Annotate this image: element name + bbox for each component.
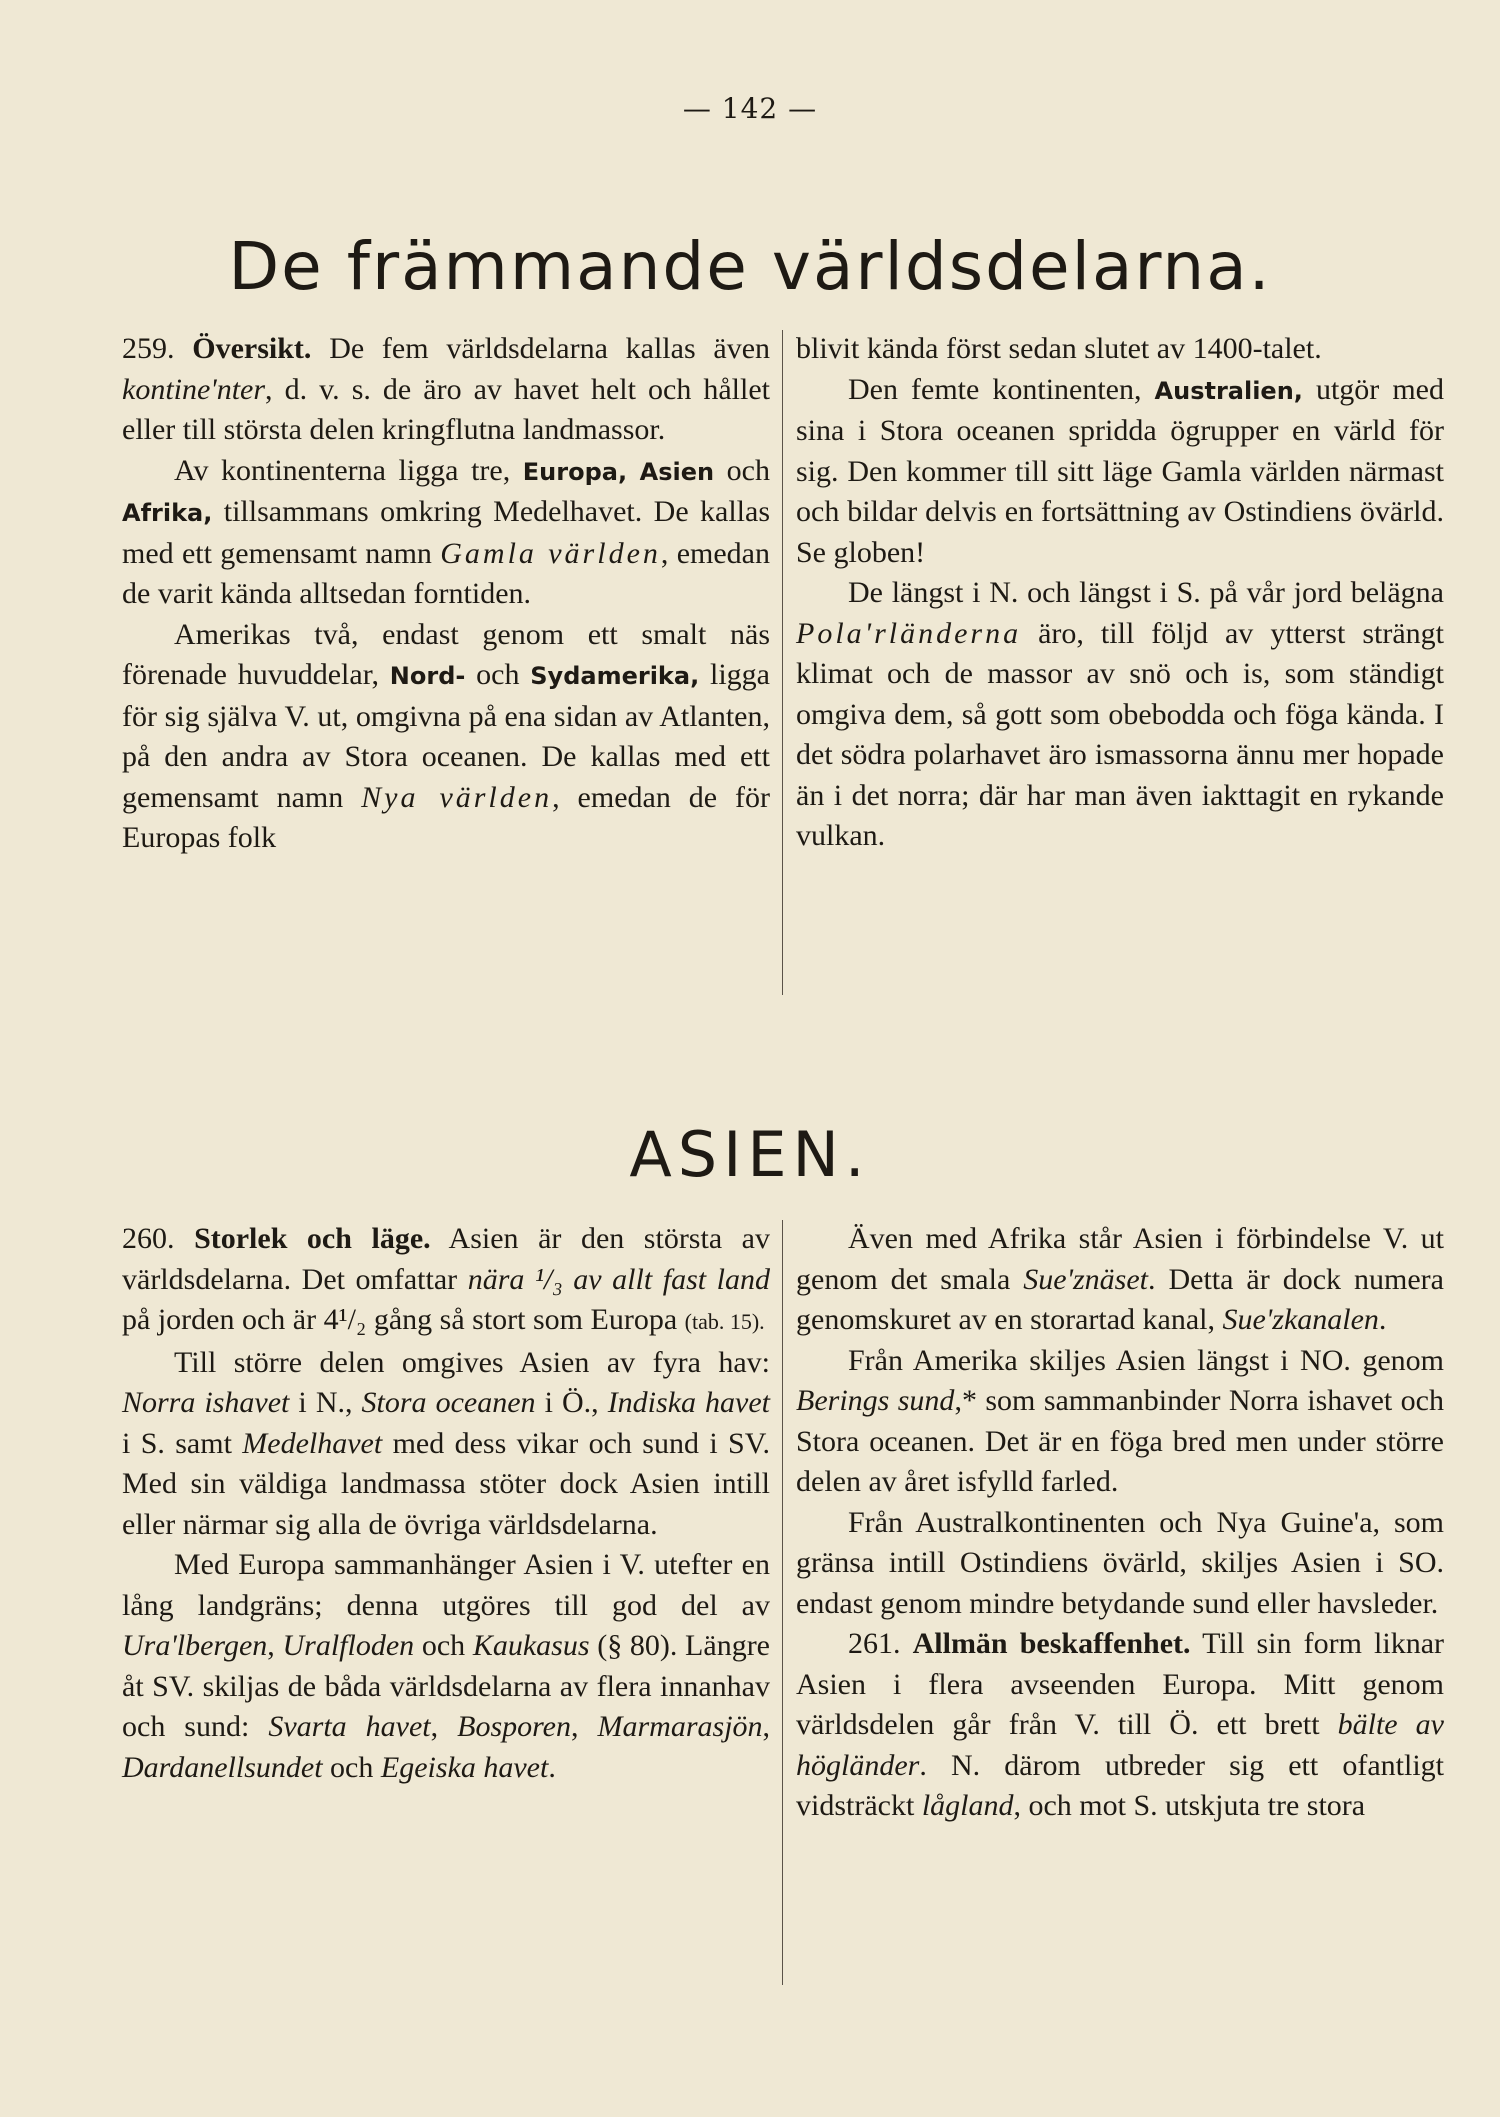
text-run: och <box>414 1629 473 1662</box>
term-nord: Nord- <box>389 662 466 690</box>
paragraph-260-4 <box>796 1219 1444 1341</box>
text-run: Asien är den största av världsdelarna. Det omfattar <box>122 1222 770 1296</box>
text-run: i Ö., <box>535 1386 608 1419</box>
term-polarlanderna: Pola'rländerna <box>796 616 1022 650</box>
text-run: äro, till följd av ytterst strängt klimat och de massor av snö och is, som ständigt omgiva dem, så gott som obebodda och föga kända. I det södra polarhavet äro ismassorna ännu mer hopade än i det norra; där har man även iakttagit en rykande vulkan. <box>796 616 1444 852</box>
text-run: , <box>571 1710 598 1743</box>
text-run: Till sin form liknar Asien i flera avseenden Europa. Mitt genom världsdelen går från V. till Ö. ett brett <box>796 1627 1445 1741</box>
text-run: tillsammans omkring Medelhavet. De kallas med ett gemensamt namn <box>122 495 770 570</box>
paragraph-260-3 <box>122 1545 770 1788</box>
text-run: på jorden och är 4¹/₂ gång så stort som Europa <box>122 1303 685 1336</box>
term-marmarasjon: Marmarasjön <box>597 1710 763 1743</box>
term-afrika: Afrika, <box>122 499 213 527</box>
section-number-259: 259. <box>122 332 175 365</box>
text-run: Även med Afrika står Asien i förbindelse V. ut genom det smala <box>796 1222 1444 1296</box>
section-heading-storlek: Storlek och läge. <box>194 1222 431 1255</box>
text-run: i N., <box>289 1386 362 1419</box>
text-run: Amerikas två, endast genom ett smalt näs förenade huvuddelar, <box>122 617 770 691</box>
column-right-top <box>796 329 1444 857</box>
term-kaukasus: Kaukasus <box>472 1629 590 1662</box>
term-sydamerika: Sydamerika, <box>530 662 700 690</box>
text-run: . N. därom utbreder sig ett ofantligt vidsträckt <box>796 1748 1444 1822</box>
column-right-bottom <box>796 1219 1444 1827</box>
table-reference: (tab. 15). <box>684 1309 765 1334</box>
text-run: , <box>267 1629 283 1662</box>
text-run: De fem världsdelarna kallas även <box>329 332 771 365</box>
text-run: . <box>1378 1303 1387 1336</box>
text-run: , <box>430 1710 458 1743</box>
term-kontinenter: kontine'nter <box>122 372 266 406</box>
term-lagland: lågland <box>921 1789 1014 1822</box>
text-run: , <box>762 1710 771 1743</box>
term-egeiska-havet: Egeiska havet <box>380 1750 549 1784</box>
term-uralfloden: Uralfloden <box>282 1629 415 1662</box>
section-title-asien: ASIEN. <box>629 1118 871 1191</box>
column-divider <box>782 330 783 995</box>
term-berings-sund: Berings sund <box>796 1384 955 1417</box>
text-run: Av kontinenterna ligga tre, <box>174 453 523 487</box>
text-run: i S. samt <box>122 1426 243 1460</box>
text-run: , emedan de för Europas folk <box>122 780 771 854</box>
paragraph-259-2 <box>122 451 770 615</box>
term-australien: Australien, <box>1154 376 1303 405</box>
term-asien: Asien <box>639 457 715 486</box>
section-heading-oversikt: Översikt. <box>192 332 312 365</box>
term-svarta-havet: Svarta havet <box>268 1710 431 1743</box>
column-left-top <box>122 329 770 859</box>
text-run: , och mot S. utskjuta tre stora <box>1013 1789 1366 1822</box>
term-stora-oceanen: Stora oceanen <box>361 1386 536 1419</box>
text-run: utgör med sina i Stora oceanen spridda ögrupper en värld för sig. Den kommer till sitt läge Gamla världen närmast och bildar delvis en fortsättning av Ostindiens övärld. Se globen! <box>796 372 1444 569</box>
paragraph-261-1 <box>796 1624 1444 1827</box>
text-run: med dess vikar och sund i SV. Med sin väldiga landmassa stöter dock Asien intill eller närmar sig alla de övriga världsdelarna. <box>122 1426 771 1541</box>
text-run: De längst i N. och längst i S. på vår jord belägna <box>848 576 1444 609</box>
term-balte-av-hoglander: bälte av högländer <box>796 1708 1444 1782</box>
term-suezkanalen: Sue'zkanalen <box>1222 1303 1379 1336</box>
paragraph-259-6 <box>796 573 1444 857</box>
text-run: och <box>322 1750 381 1784</box>
term-uralbergen: Ura'lbergen <box>122 1629 268 1662</box>
text-run: ligga för sig själva V. ut, omgivna på ena sidan av Atlanten, på den andra av Stora oceanen. De kallas med ett gemensamt namn <box>122 658 770 814</box>
paragraph-259-1 <box>122 329 770 451</box>
term-dardanellsundet: Dardanellsundet <box>122 1750 323 1784</box>
paragraph-260-2 <box>122 1343 770 1546</box>
column-divider <box>782 1220 783 1985</box>
paragraph-260-6: Från Australkontinenten och Nya Guine'a, som gränsa intill Ostindiens övärld, skiljes Asien i SO. endast genom mindre betydande sund eller havsleder. <box>796 1505 1444 1620</box>
text-run: och <box>714 453 770 487</box>
term-medelhavet: Medelhavet <box>242 1426 383 1460</box>
text-run: , d. v. s. de äro av havet helt och hållet eller till största delen kringflutna landmassor. <box>122 372 770 446</box>
section-number-261: 261. <box>848 1627 901 1660</box>
paragraph-259-4: blivit kända först sedan slutet av 1400-talet. <box>796 332 1322 365</box>
term-indiska-havet: Indiska havet <box>607 1386 771 1419</box>
text-run: ,* som sammanbinder Norra ishavet och Stora oceanen. Det är en föga bred men under större delen av året isfylld farled. <box>796 1384 1444 1498</box>
paragraph-260-1 <box>122 1219 770 1343</box>
page-number: — 142 — <box>682 92 818 125</box>
term-gamla-varlden: Gamla världen <box>440 536 661 570</box>
text-run: och <box>465 658 531 691</box>
term-sueznaset: Sue'znäset <box>1023 1262 1148 1296</box>
text-run: , emedan de varit kända alltsedan forntiden. <box>122 536 771 610</box>
paragraph-259-3 <box>122 615 770 859</box>
chapter-title: De främmande världsdelarna. <box>228 228 1272 305</box>
text-run: . <box>548 1750 556 1784</box>
text-run: (§ 80). Längre åt SV. skiljas de båda världsdelarna av flera innanhav och sund: <box>122 1629 770 1743</box>
term-norra-ishavet: Norra ishavet <box>122 1386 290 1419</box>
term-bosporen: Bosporen <box>457 1710 572 1743</box>
term-nya-varlden: Nya världen <box>361 780 553 814</box>
section-heading-allman: Allmän beskaffenhet. <box>912 1627 1191 1660</box>
paragraph-260-5 <box>796 1341 1444 1503</box>
text-run: Med Europa sammanhänger Asien i V. utefter en lång landgräns; denna utgöres till god del av <box>122 1548 770 1622</box>
term-europa: Europa, <box>522 457 628 486</box>
text-run: Från Amerika skiljes Asien längst i NO. genom <box>848 1343 1444 1377</box>
section-number-260: 260. <box>122 1222 175 1255</box>
term-fast-land: nära ¹/₃ av allt fast land <box>467 1262 770 1296</box>
column-left-bottom <box>122 1219 770 1788</box>
paragraph-259-5 <box>796 370 1444 574</box>
text-run: . Detta är dock numera genomskuret av en storartad kanal, <box>796 1262 1444 1336</box>
text-run: Till större delen omgives Asien av fyra hav: <box>174 1345 770 1379</box>
text-run: Den femte kontinenten, <box>848 372 1155 406</box>
